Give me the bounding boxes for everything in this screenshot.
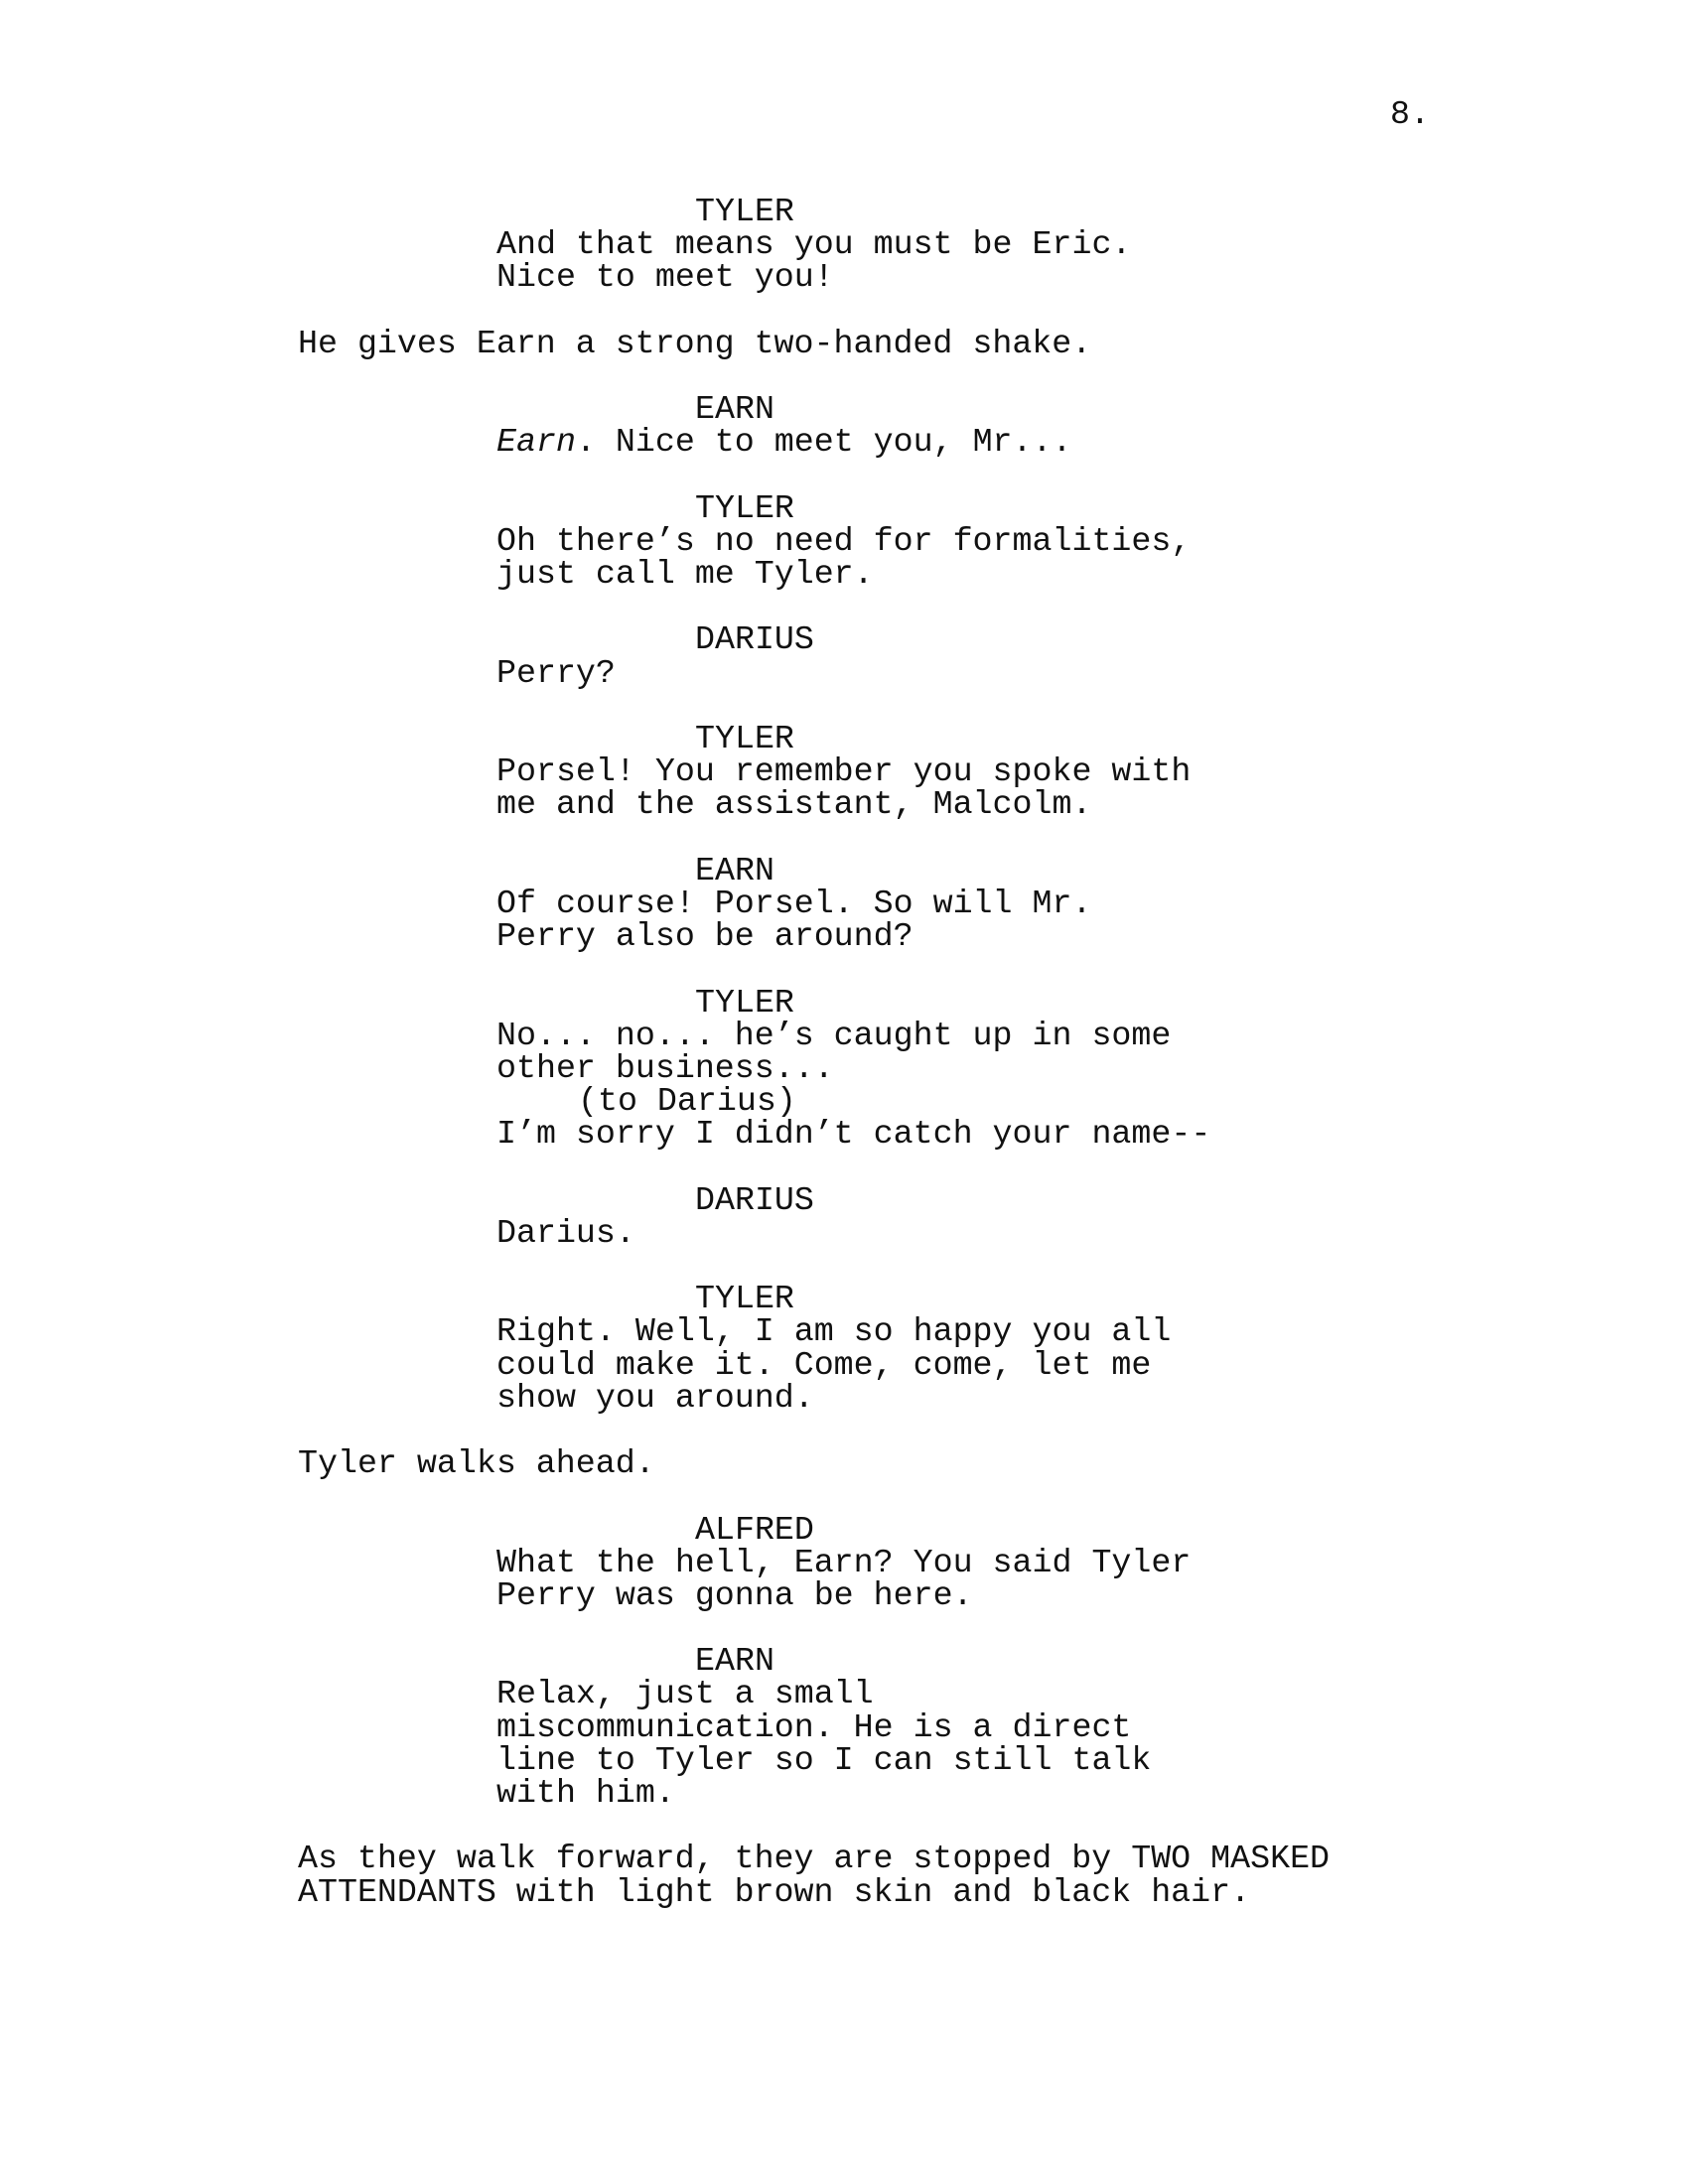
dialogue-line: Nice to meet you! bbox=[496, 258, 834, 297]
dialogue-line: Perry? bbox=[496, 653, 616, 692]
character-name: TYLER bbox=[695, 983, 794, 1022]
dialogue-line: Oh there’s no need for formalities, bbox=[496, 521, 1192, 560]
character-name: TYLER bbox=[695, 193, 794, 230]
character-name: TYLER bbox=[695, 488, 794, 527]
character-name: TYLER bbox=[695, 720, 794, 757]
dialogue-line: Right. Well, I am so happy you all bbox=[496, 1312, 1172, 1351]
character-name: EARN bbox=[695, 390, 774, 429]
dialogue-line: What the hell, Earn? You said Tyler bbox=[496, 1543, 1192, 1581]
emphasized-word: Earn bbox=[496, 423, 576, 462]
dialogue-line: with him. bbox=[496, 1774, 675, 1812]
dialogue-line bbox=[298, 423, 1390, 462]
parenthetical: (to Darius) bbox=[578, 1082, 796, 1121]
dialogue-line: No... no... he’s caught up in some bbox=[496, 1016, 1172, 1054]
dialogue-line: And that means you must be Eric. bbox=[496, 225, 1132, 264]
action-line: Tyler walks ahead. bbox=[298, 1444, 655, 1483]
character-name: EARN bbox=[695, 1642, 774, 1681]
character-name: DARIUS bbox=[695, 1180, 814, 1219]
dialogue-line: just call me Tyler. bbox=[496, 555, 874, 594]
dialogue-line: Perry was gonna be here. bbox=[496, 1575, 973, 1614]
action-line: ATTENDANTS with light brown skin and black hair. bbox=[298, 1872, 1251, 1911]
dialogue-line: Perry also be around? bbox=[496, 917, 914, 956]
script-body bbox=[298, 193, 1390, 1911]
character-name: EARN bbox=[695, 851, 774, 889]
action-line: He gives Earn a strong two-handed shake. bbox=[298, 324, 1092, 362]
dialogue-line: me and the assistant, Malcolm. bbox=[496, 785, 1092, 824]
dialogue-line: Porsel! You remember you spoke with bbox=[496, 752, 1192, 791]
dialogue-line: line to Tyler so I can still talk bbox=[496, 1740, 1152, 1779]
dialogue-line: Relax, just a small bbox=[496, 1675, 874, 1713]
dialogue-line: show you around. bbox=[496, 1378, 814, 1417]
page-number: 8. bbox=[1390, 95, 1430, 133]
dialogue-line: I’m sorry I didn’t catch your name-- bbox=[496, 1115, 1211, 1154]
character-name: DARIUS bbox=[695, 620, 814, 659]
action-line: As they walk forward, they are stopped by TWO MASKED bbox=[298, 1840, 1331, 1878]
dialogue-line: Darius. bbox=[496, 1213, 635, 1252]
character-name: TYLER bbox=[695, 1280, 794, 1318]
dialogue-line: miscommunication. He is a direct bbox=[496, 1707, 1132, 1746]
dialogue-line: other business... bbox=[496, 1048, 834, 1087]
dialogue-line: Of course! Porsel. So will Mr. bbox=[496, 884, 1092, 922]
dialogue-line: could make it. Come, come, let me bbox=[496, 1345, 1152, 1384]
dialogue-text: . Nice to meet you, Mr... bbox=[575, 423, 1072, 462]
character-name: ALFRED bbox=[695, 1510, 814, 1549]
